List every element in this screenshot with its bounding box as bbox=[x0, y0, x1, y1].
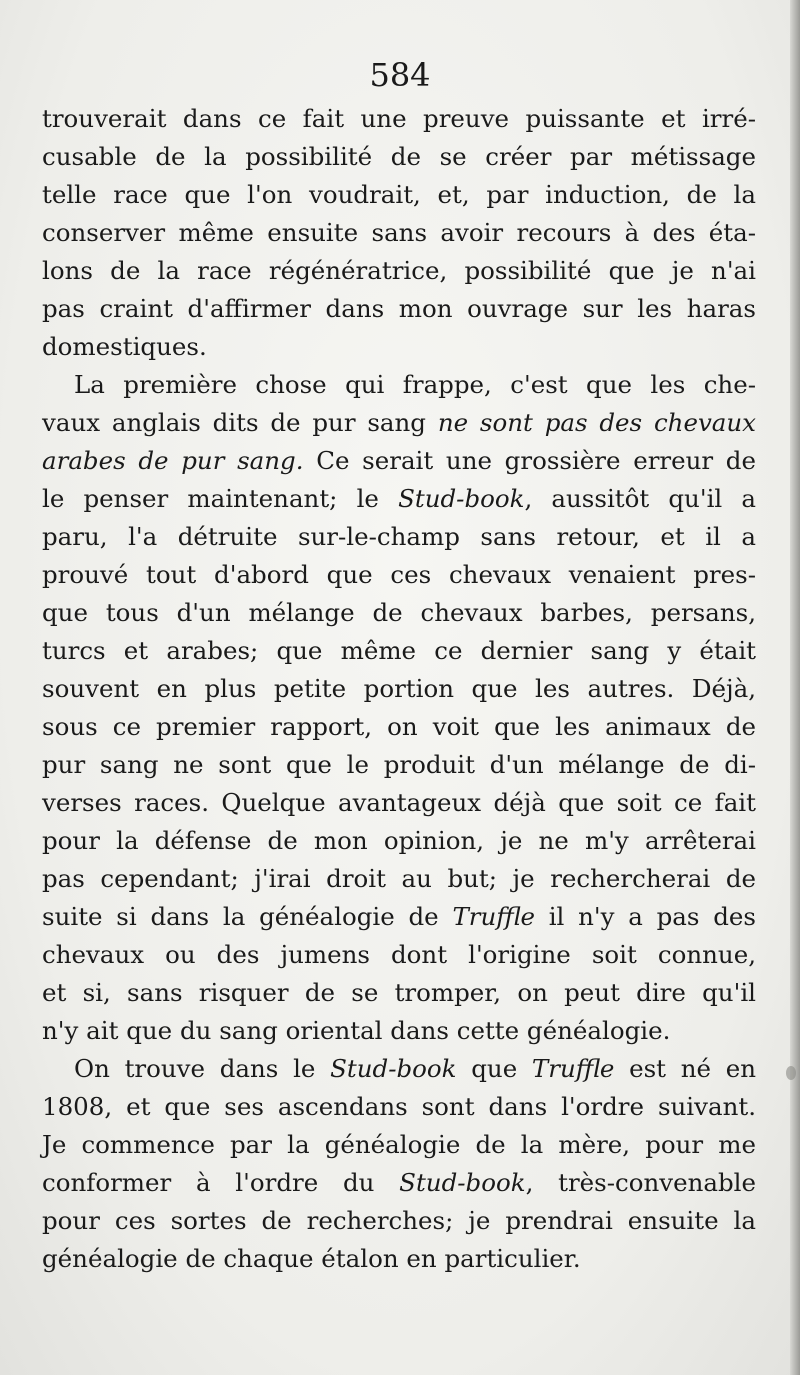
text-line bbox=[42, 784, 756, 822]
text-line bbox=[42, 442, 756, 480]
text-line bbox=[42, 670, 756, 708]
text-line bbox=[42, 100, 756, 138]
text-span: Je commence par la généalogie de la mère, pour me bbox=[42, 1130, 756, 1159]
text-span: vaux anglais dits de pur sang bbox=[42, 408, 438, 437]
text-line bbox=[42, 290, 756, 328]
text-line bbox=[42, 594, 756, 632]
text-span: , aussitôt qu'il a bbox=[524, 484, 756, 513]
text-span: sous ce premier rapport, on voit que les animaux de bbox=[42, 712, 756, 741]
text-line bbox=[42, 1202, 756, 1240]
text-line bbox=[42, 214, 756, 252]
text-span: verses races. Quelque avantageux déjà que soit ce fait bbox=[42, 788, 756, 817]
text-line bbox=[42, 404, 756, 442]
text-line bbox=[42, 822, 756, 860]
text-span: chevaux ou des jumens dont l'origine soit connue, bbox=[42, 940, 756, 969]
text-span: pour ces sortes de recherches; je prendrai ensuite la bbox=[42, 1206, 756, 1235]
text-line bbox=[42, 1050, 756, 1088]
text-span: n'y ait que du sang oriental dans cette généalogie. bbox=[42, 1016, 671, 1045]
text-span: est né en bbox=[614, 1054, 756, 1083]
text-span: La première chose qui frappe, c'est que les che- bbox=[74, 370, 756, 399]
text-line bbox=[42, 974, 756, 1012]
text-span: On trouve dans le bbox=[74, 1054, 331, 1083]
text-line bbox=[42, 1240, 756, 1278]
text-span: que bbox=[456, 1054, 532, 1083]
text-line bbox=[42, 898, 756, 936]
text-span: prouvé tout d'abord que ces chevaux venaient pres- bbox=[42, 560, 756, 589]
text-span: domestiques. bbox=[42, 332, 207, 361]
italic-text: Stud-book bbox=[399, 1168, 526, 1197]
text-span: généalogie de chaque étalon en particulier. bbox=[42, 1244, 581, 1273]
text-span: turcs et arabes; que même ce dernier sang y était bbox=[42, 636, 756, 665]
text-span: paru, l'a détruite sur-le-champ sans retour, et il a bbox=[42, 522, 756, 551]
text-span: il n'y a pas des bbox=[534, 902, 756, 931]
text-span: souvent en plus petite portion que les autres. Déjà, bbox=[42, 674, 756, 703]
text-span: pour la défense de mon opinion, je ne m'y arrêterai bbox=[42, 826, 756, 855]
text-line bbox=[42, 860, 756, 898]
text-span: Ce serait une grossière erreur de bbox=[303, 446, 756, 475]
text-line bbox=[42, 480, 756, 518]
text-span: conformer à l'ordre du bbox=[42, 1168, 400, 1197]
text-span: pas craint d'affirmer dans mon ouvrage sur les haras bbox=[42, 294, 756, 323]
text-line bbox=[42, 708, 756, 746]
text-span: , très-convenable bbox=[525, 1168, 757, 1197]
text-span: 1808, et que ses ascendans sont dans l'ordre suivant. bbox=[42, 1092, 756, 1121]
text-line bbox=[42, 366, 756, 404]
text-line bbox=[42, 518, 756, 556]
text-span: cusable de la possibilité de se créer par métissage bbox=[42, 142, 756, 171]
text-line bbox=[42, 138, 756, 176]
italic-text: Stud-book bbox=[330, 1054, 457, 1083]
text-line bbox=[42, 252, 756, 290]
italic-text: Stud-book bbox=[398, 484, 525, 513]
text-line bbox=[42, 328, 756, 366]
italic-text: ne sont pas des chevaux bbox=[437, 408, 756, 437]
text-span: le penser maintenant; le bbox=[42, 484, 399, 513]
text-line bbox=[42, 746, 756, 784]
text-line bbox=[42, 936, 756, 974]
text-span: trouverait dans ce fait une preuve puissante et irré- bbox=[42, 104, 756, 133]
italic-text: Truffle bbox=[452, 902, 535, 931]
body-text bbox=[42, 100, 756, 1278]
text-line bbox=[42, 632, 756, 670]
italic-text: Truffle bbox=[531, 1054, 615, 1083]
text-span: et si, sans risquer de se tromper, on peut dire qu'il bbox=[42, 978, 756, 1007]
text-span: conserver même ensuite sans avoir recours à des éta- bbox=[42, 218, 756, 247]
page-number: 584 bbox=[369, 56, 431, 94]
text-span: telle race que l'on voudrait, et, par induction, de la bbox=[42, 180, 756, 209]
ink-spot bbox=[786, 1066, 796, 1080]
text-span: pas cependant; j'irai droit au but; je rechercherai de bbox=[42, 864, 756, 893]
text-span: pur sang ne sont que le produit d'un mélange de di- bbox=[42, 750, 756, 779]
text-line bbox=[42, 1012, 756, 1050]
italic-text: arabes de pur sang. bbox=[42, 446, 304, 475]
text-span: lons de la race régénératrice, possibilité que je n'ai bbox=[42, 256, 756, 285]
text-span: que tous d'un mélange de chevaux barbes, persans, bbox=[42, 598, 756, 627]
text-line bbox=[42, 556, 756, 594]
text-span: suite si dans la généalogie de bbox=[42, 902, 453, 931]
text-line bbox=[42, 1088, 756, 1126]
text-line bbox=[42, 1164, 756, 1202]
page-edge-shadow bbox=[790, 0, 800, 1375]
text-line bbox=[42, 1126, 756, 1164]
text-line bbox=[42, 176, 756, 214]
